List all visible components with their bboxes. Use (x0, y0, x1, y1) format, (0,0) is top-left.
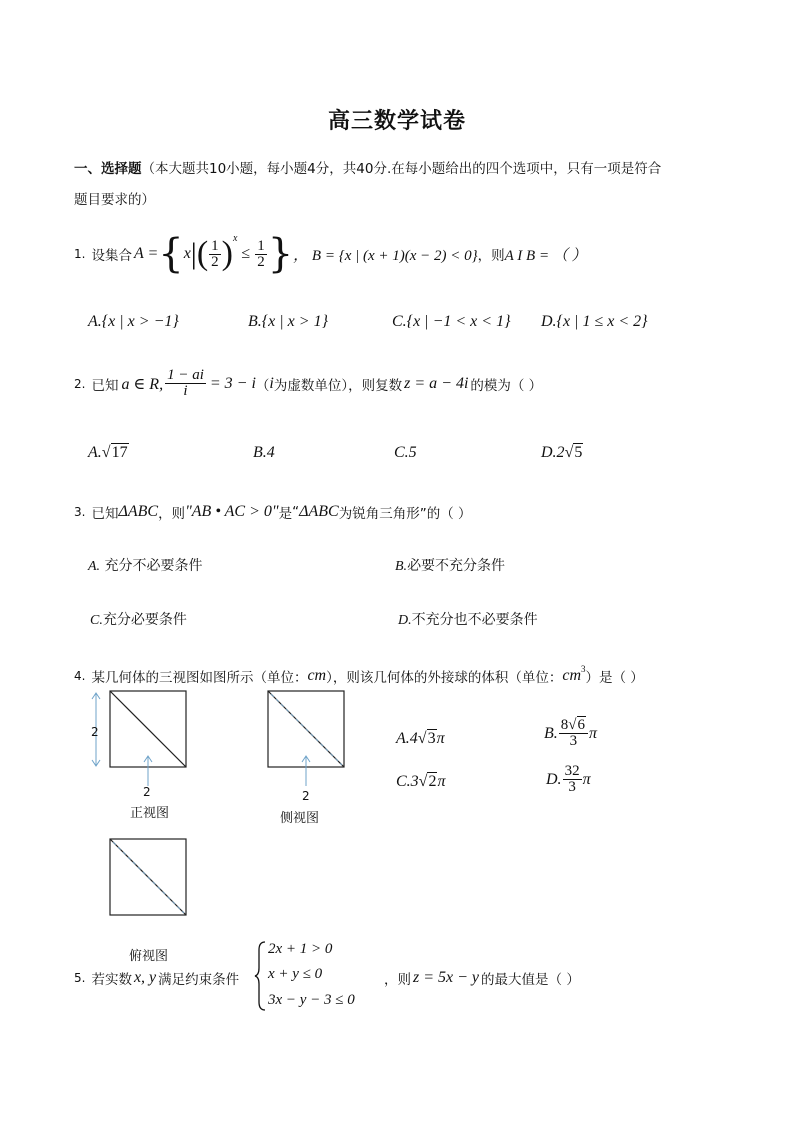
q4-caption-top: 俯视图 (129, 949, 169, 964)
q5-constraint-1: 2x + 1 > 0 (268, 941, 333, 957)
q1-prefix: 设集合 (91, 248, 132, 264)
q3-option-d-letter: D. (398, 613, 412, 628)
q5-prefix: 若实数 (91, 972, 132, 988)
q1-half-rhs-den: 2 (257, 253, 265, 270)
q3-option-c (90, 609, 187, 629)
q4-option-d-fraction (563, 764, 582, 795)
q2-number: 2. (74, 376, 86, 391)
q3-option-d-text: 不充分也不必要条件 (411, 612, 538, 628)
q3-option-b (395, 555, 505, 575)
q2-option-a-letter: A. (88, 444, 102, 461)
q1-half-num: 1 (211, 237, 219, 254)
side-view (268, 691, 344, 786)
q1-set-a-left: A = (133, 245, 159, 262)
q2-note-i: i (269, 374, 274, 392)
q5-then: ，则 (384, 972, 411, 988)
q1-le: ≤ (241, 245, 251, 262)
q4-option-b-num-int: 8 (560, 717, 569, 733)
q3-number: 3. (74, 505, 86, 519)
q1-paren-close: ) (221, 235, 233, 272)
q4-option-d-pi: π (582, 770, 591, 788)
q1-then: ，则 (477, 248, 505, 264)
question-1 (74, 231, 587, 277)
q1-set-b: ， B = {x | (x + 1)(x − 2) < 0} (293, 247, 478, 264)
q4-option-d-letter: D. (546, 770, 562, 788)
q4-option-d (546, 764, 591, 795)
q5-constraint-2: x + y ≤ 0 (268, 966, 323, 982)
q4-option-b-pi: π (589, 724, 598, 742)
q2-option-d-radicand: 5 (574, 444, 583, 461)
q4-option-c-pi: π (437, 773, 446, 790)
q4-three-view-figure (85, 688, 365, 928)
q3-option-c-letter: C. (90, 613, 103, 628)
q4-option-c-radicand: 2 (428, 773, 437, 790)
q2-frac-num: 1 − ai (167, 367, 204, 383)
q1-half (209, 239, 221, 270)
q2-prefix: 已知 (91, 377, 119, 394)
q4-option-d-num: 32 (564, 763, 580, 779)
q1-option-d: D.{x | 1 ≤ x < 2} (541, 313, 648, 330)
q5-constraint-3: 3x − y − 3 ≤ 0 (268, 992, 355, 1008)
q3-triangle2: ΔABC (299, 503, 339, 520)
question-2 (74, 368, 542, 399)
q4-option-b-letter: B. (544, 724, 558, 742)
q4-option-a-pi: π (436, 730, 445, 747)
q1-exponent: x (232, 232, 238, 244)
instructions-line2: 题目要求的） (74, 192, 155, 208)
side-view-hidden-line (271, 694, 342, 765)
q3-option-a-text: 充分不必要条件 (100, 558, 203, 574)
q4-dim-height: 2 (91, 725, 99, 739)
q2-note-open: （ (255, 377, 270, 394)
question-5-tail (384, 968, 580, 988)
q1-half-rhs-num: 1 (257, 237, 265, 254)
q4-text1: 某几何体的三视图如图所示（单位： (91, 670, 308, 686)
q4-option-a-radical: √ (417, 730, 427, 747)
question-3 (74, 502, 472, 522)
q4-option-c-radical: √ (418, 773, 428, 790)
q1-number: 1. (74, 247, 86, 261)
top-view (110, 839, 186, 915)
q3-quote: “ (292, 504, 300, 520)
q4-text3: ）是（ ） (585, 670, 644, 686)
q4-option-d-den: 3 (568, 779, 576, 795)
q2-cond: a ∈ R, (121, 375, 164, 393)
page-title: 高三数学试卷 (327, 109, 466, 134)
q3-option-d (398, 609, 538, 629)
q4-unit: cm (307, 667, 327, 684)
q4-dim-side: 2 (302, 789, 310, 803)
q4-option-a-radicand: 3 (427, 730, 436, 747)
q4-option-c-letter: C.3 (396, 773, 419, 790)
q1-bar: | (190, 237, 197, 270)
question-4 (74, 666, 644, 686)
q1-brace-open: { (158, 231, 184, 277)
q1-intersection: A I B = （ ） (504, 247, 587, 264)
q4-option-b (544, 718, 597, 749)
q1-option-b: B.{x | x > 1} (248, 313, 328, 330)
q2-frac-den: i (183, 383, 188, 399)
question-5-lead (74, 968, 239, 988)
q2-option-b: B.4 (253, 444, 275, 461)
q1-half-den: 2 (211, 253, 219, 270)
q5-number: 5. (74, 971, 86, 985)
section-instructions (74, 157, 661, 177)
q2-option-d-radical: √ (564, 444, 574, 461)
q4-option-b-num-radical: √ (568, 717, 577, 733)
q4-dim-front: 2 (143, 785, 151, 799)
q2-fraction (165, 368, 206, 399)
q3-option-b-letter: B. (395, 559, 408, 574)
q4-caption-front: 正视图 (130, 806, 170, 821)
q1-brace-close: } (267, 231, 294, 277)
q4-option-b-den: 3 (569, 733, 578, 749)
q4-unit3: cm (562, 667, 582, 684)
q4-option-a (396, 730, 445, 748)
q1-half-rhs (255, 239, 267, 270)
front-view (92, 691, 186, 786)
q1-option-a: A.{x | x > −1} (88, 313, 179, 330)
q2-note-rest: 为虚数单位），则复数 (273, 377, 403, 394)
q5-suffix: 的最大值是（ ） (481, 972, 580, 988)
q4-option-c (396, 773, 445, 791)
q3-option-a-letter: A. (88, 559, 101, 574)
q3-is: 是 (278, 506, 293, 522)
q3-option-a (88, 555, 203, 575)
q3-option-b-text: 必要不充分条件 (407, 558, 506, 574)
q4-option-b-num-radicand: 6 (577, 717, 586, 733)
q3-acute: 为锐角三角形”的（ ） (338, 506, 472, 522)
q2-z-expr: z = a − 4i (404, 374, 469, 392)
q2-option-d (541, 444, 583, 462)
q3-cond: "AB • AC > 0" (185, 503, 279, 520)
q2-rhs: = 3 − i (209, 374, 256, 392)
q4-option-b-num (559, 718, 588, 734)
q5-vars: x, y (133, 969, 157, 986)
section-heading: 一、选择题 (74, 161, 142, 177)
q4-option-b-fraction (559, 718, 588, 749)
q5-z: z = 5x − y (413, 969, 480, 986)
q2-option-a-radical: √ (101, 444, 111, 461)
q3-prefix: 已知 (91, 506, 119, 522)
q2-option-d-letter: D.2 (541, 444, 565, 461)
q5-cond: 满足约束条件 (158, 972, 240, 988)
q1-option-c: C.{x | −1 < x < 1} (392, 313, 511, 330)
q2-suffix: 的模为（ ） (470, 377, 543, 394)
q4-caption-side: 侧视图 (280, 811, 320, 826)
q5-system-brace (253, 940, 267, 1012)
q2-option-a (88, 444, 129, 462)
top-view-hidden-line (113, 842, 184, 913)
q4-text2: ），则该几何体的外接球的体积（单位： (326, 670, 563, 686)
q4-sup: 3 (581, 664, 586, 674)
q2-option-a-radicand: 17 (111, 444, 128, 461)
q3-then: ，则 (158, 506, 186, 522)
q1-paren-open: ( (196, 235, 209, 272)
q4-option-a-letter: A.4 (396, 730, 418, 747)
q2-option-c: C.5 (394, 444, 417, 461)
instructions-line1: （本大题共10小题，每小题4分，共40分.在每小题给出的四个选项中，只有一项是符合 (141, 161, 662, 177)
q3-option-c-text: 充分必要条件 (102, 612, 187, 628)
q4-number: 4. (74, 669, 86, 683)
q3-triangle: ΔABC (118, 503, 159, 520)
q1-set-a-var: x (183, 245, 191, 262)
